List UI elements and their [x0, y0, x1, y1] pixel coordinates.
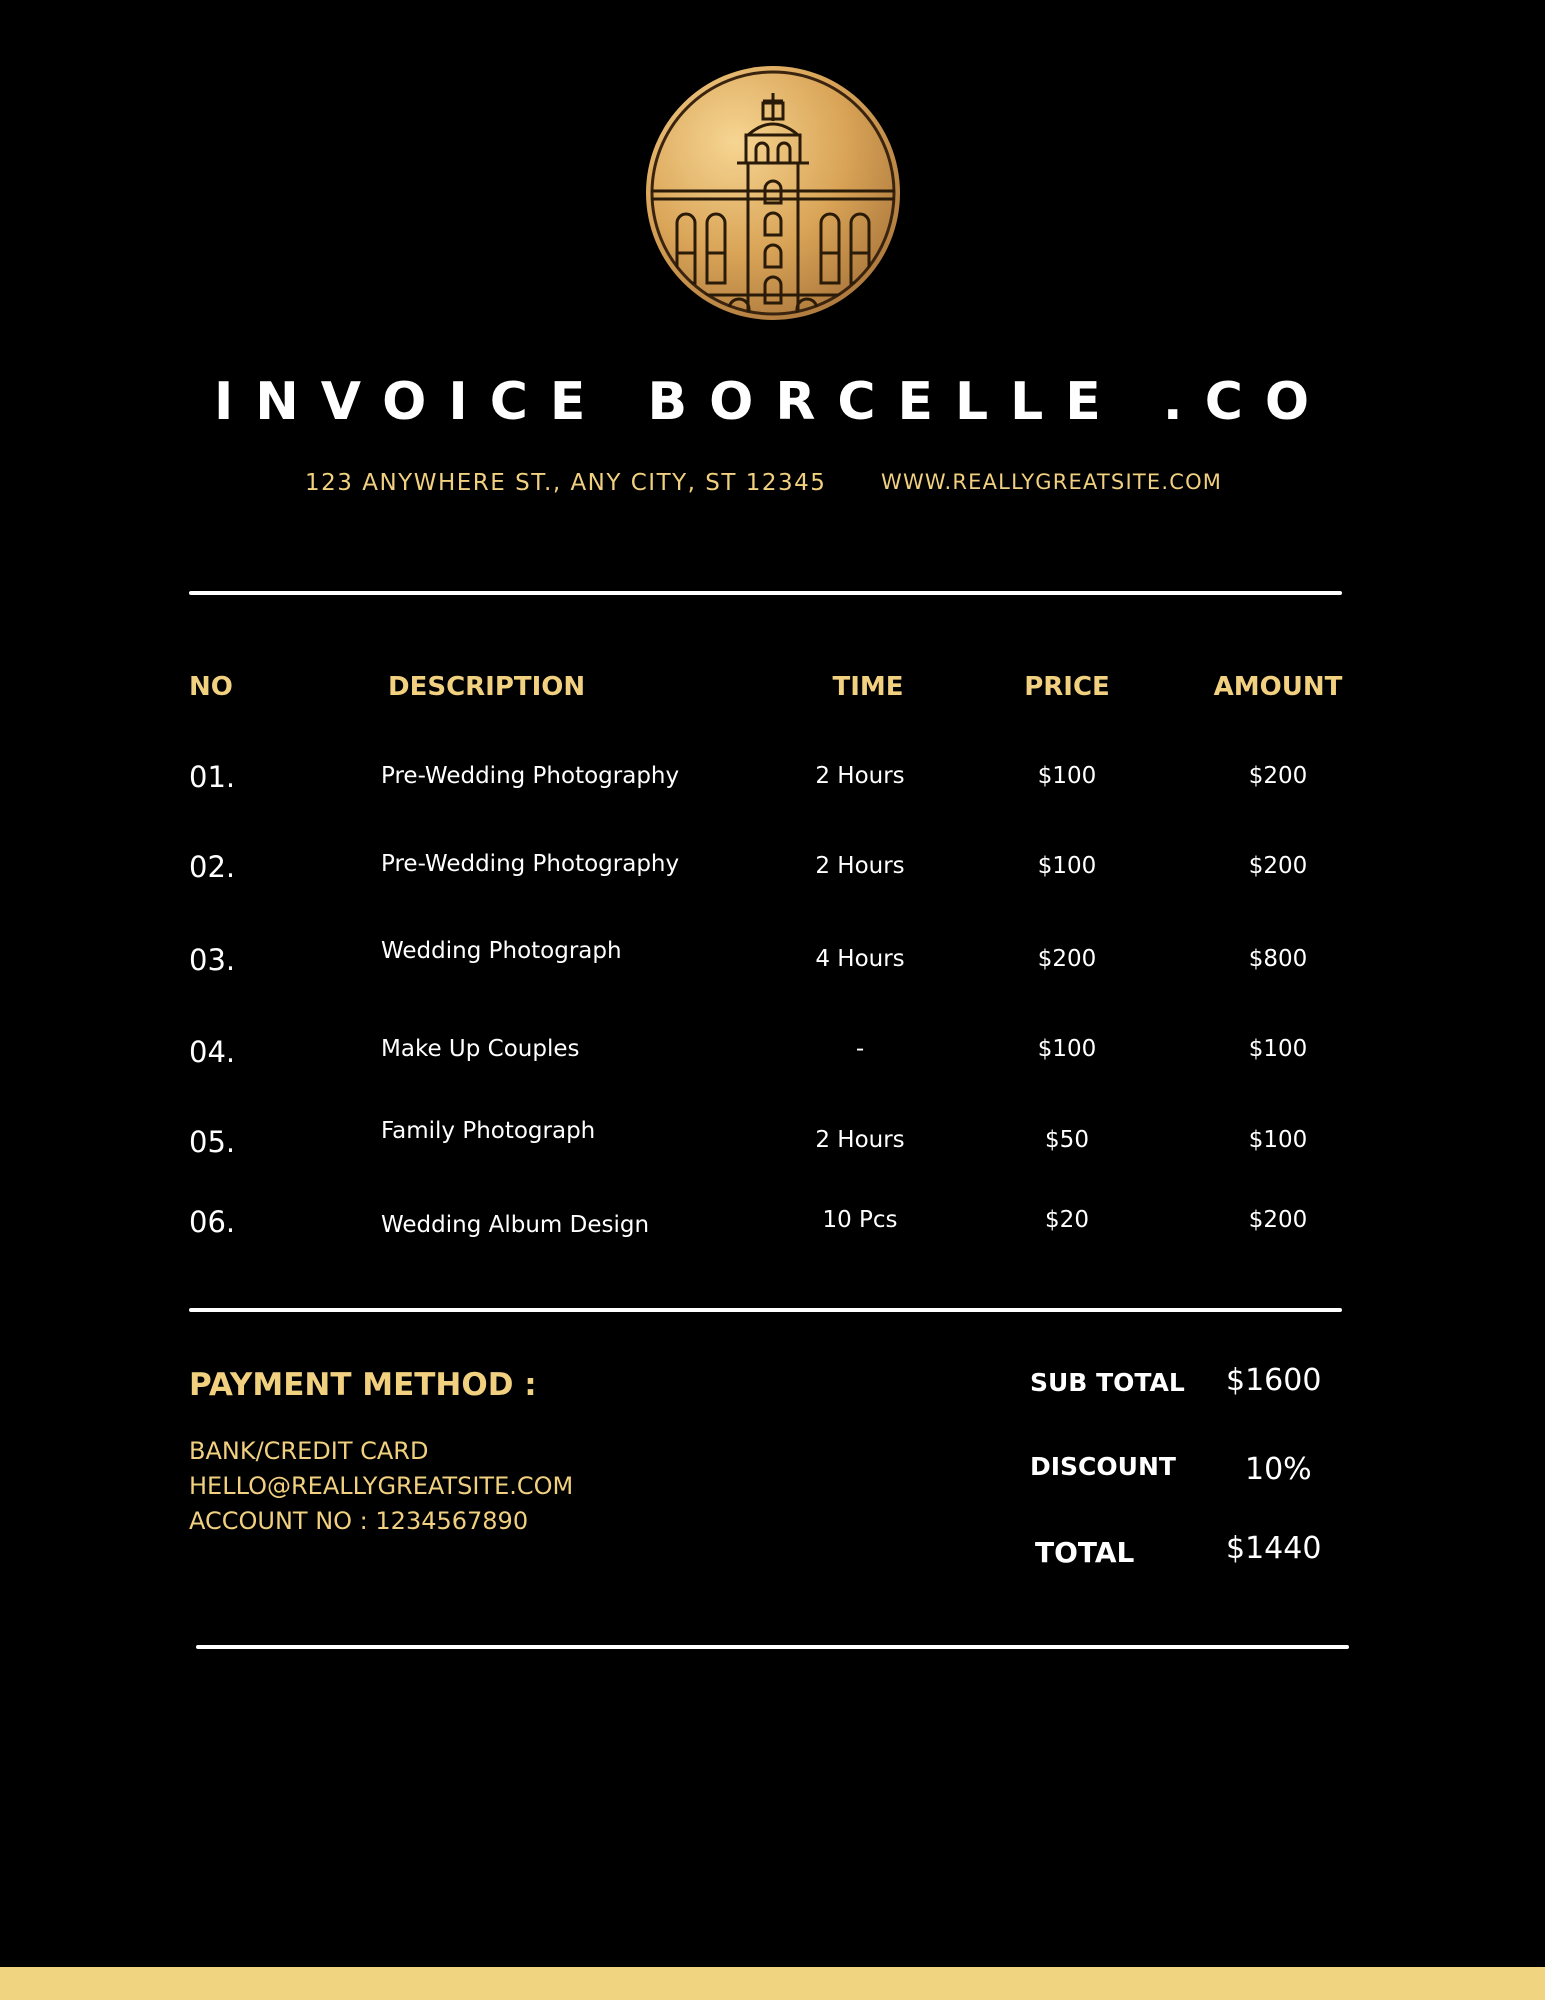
row-price: $50: [1045, 1127, 1089, 1153]
subtotal-label: SUB TOTAL: [1030, 1368, 1185, 1397]
column-header-time: TIME: [832, 672, 904, 702]
total-value: $1440: [1226, 1531, 1322, 1566]
row-description: Pre-Wedding Photography: [381, 851, 680, 877]
row-time: -: [855, 1036, 865, 1062]
row-amount: $200: [1248, 763, 1308, 789]
total-label: TOTAL: [1035, 1536, 1135, 1569]
footer-bar: [0, 1967, 1545, 2000]
row-amount: $100: [1248, 1036, 1308, 1062]
row-price: $20: [1045, 1207, 1089, 1233]
row-time: 2 Hours: [815, 853, 905, 879]
payment-email: HELLO@REALLYGREATSITE.COM: [189, 1472, 574, 1500]
row-price: $100: [1037, 763, 1097, 789]
row-description: Family Photograph: [381, 1118, 596, 1144]
payment-method-title: PAYMENT METHOD :: [189, 1367, 537, 1403]
row-time: 4 Hours: [815, 946, 905, 972]
row-number: 06.: [189, 1205, 236, 1239]
subtotal-value: $1600: [1226, 1363, 1322, 1398]
row-time: 2 Hours: [815, 763, 905, 789]
table-row: [0, 755, 1545, 805]
column-header-amount: AMOUNT: [1213, 672, 1343, 702]
row-time: 2 Hours: [815, 1127, 905, 1153]
row-price: $100: [1037, 1036, 1097, 1062]
row-amount: $800: [1248, 946, 1308, 972]
column-header-no: NO: [189, 672, 233, 702]
row-number: 01.: [189, 760, 236, 794]
table-row: [0, 938, 1545, 988]
table-row: [0, 1202, 1545, 1252]
building-emblem-icon: [645, 63, 901, 323]
table-row: [0, 1030, 1545, 1080]
company-website: WWW.REALLYGREATSITE.COM: [881, 470, 1223, 494]
row-amount: $200: [1248, 1207, 1308, 1233]
payment-method-type: BANK/CREDIT CARD: [189, 1437, 429, 1465]
row-amount: $100: [1248, 1127, 1308, 1153]
row-description: Pre-Wedding Photography: [381, 763, 680, 789]
divider-middle: [189, 1308, 1342, 1312]
invoice-title: INVOICE BORCELLE .CO: [213, 372, 1332, 432]
row-amount: $200: [1248, 853, 1308, 879]
column-header-price: PRICE: [1024, 672, 1110, 702]
payment-account: ACCOUNT NO : 1234567890: [189, 1507, 529, 1535]
row-number: 02.: [189, 850, 236, 884]
row-time: 10 Pcs: [822, 1207, 898, 1233]
discount-value: 10%: [1245, 1452, 1312, 1487]
row-price: $200: [1037, 946, 1097, 972]
row-description: Wedding Album Design: [381, 1212, 650, 1238]
column-header-description: DESCRIPTION: [388, 672, 586, 702]
table-row: [0, 845, 1545, 895]
row-description: Wedding Photograph: [381, 938, 622, 964]
company-address: 123 ANYWHERE ST., ANY CITY, ST 12345: [305, 470, 827, 496]
row-description: Make Up Couples: [381, 1036, 580, 1062]
divider-top: [189, 591, 1342, 595]
table-row: [0, 1120, 1545, 1170]
row-number: 05.: [189, 1125, 236, 1159]
row-number: 04.: [189, 1035, 236, 1069]
divider-bottom: [196, 1645, 1349, 1649]
row-number: 03.: [189, 943, 236, 977]
row-price: $100: [1037, 853, 1097, 879]
discount-label: DISCOUNT: [1030, 1452, 1176, 1481]
